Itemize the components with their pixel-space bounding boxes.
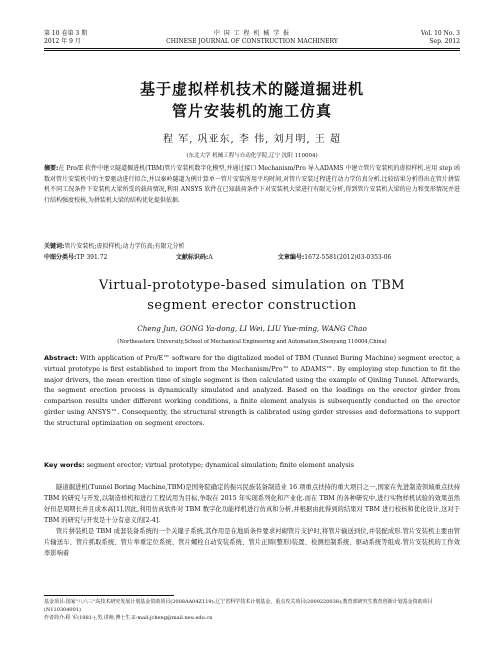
abstract-en-text: With application of Pro/E™ software for the digitalized model of TBM (Tunnel Buring Machine) segment erector, a virtual prototype is first established to import from the Mechanism/Pro™ to ADAMS™. By employing step function to fit the major drivers, the mean erection time of single segment is then calculated using the example of Qinling Tunnel. Afterwards, the segment erection process is dynamically simulated and analyzed. Based on the loadings on the erector girder from comparison results under different working conditions, a finite element analysis is subsequently conducted on the erector girder using ANSYS™. Consequently, the structural strength is calibrated using girder stresses and deformations to support the structural optimization on segment erectors. (44, 354, 460, 427)
affiliation-en: (Northeastern University,School of Mechanical Engineering and Automation,Shenyang 110004,China) (117, 339, 387, 345)
body-paragraph-2: 管片拼装机是 TBM 成套装备系统的一个关键子系统,其作用是在地质条件要求衬砌管片支护时,将管片输送到位,并装配成形.管片安装机主要由管片输送车、管片抓取系统、管片举重定位系统、管片螺栓自动安装系统、管片正圆(整形)装置、检测控制系统、驱动系统等组成.管片安装机的工作效率影响着 (44, 528, 460, 557)
abstract-zh-label: 摘要: (44, 165, 59, 172)
journal-name-zh: 中 国 工 程 机 械 学 报 (213, 30, 291, 37)
title-en-line2: segment erector construction (147, 298, 357, 313)
keywords-zh-text: 管片安装机;虚拟样机;动力学仿真;有限元分析 (64, 243, 185, 250)
abstract-en (44, 353, 460, 429)
keywords-zh-label: 关键词: (44, 243, 65, 250)
header-rule-bottom (44, 50, 460, 51)
keywords-en (44, 460, 460, 470)
affiliation-zh: (东北大学 机械工程与自动化学院,辽宁 沈阳 110004) (186, 153, 318, 159)
footnote-fund: 基金项目:国家"八六三"高技术研究发展计划基金资助项目(2008AA04Z119);辽宁省科学技术计划基金、重点攻关项目(2009220038);教育部研究生教育创新计划基金资助项目(N110304001) (44, 599, 433, 613)
title-zh-line1: 基于虚拟样机技术的隧道掘进机 (139, 80, 364, 98)
keywords-en-text: segment erector; virtual prototype; dynamical simulation; finite element analysis (86, 461, 354, 469)
authors-zh: 程 军, 巩亚东, 李 伟, 刘月明, 王 超 (163, 134, 341, 145)
volume-en: Vol. 10 No. 3 (420, 30, 460, 37)
classification-zh (44, 253, 460, 263)
authors-en: Cheng Jun, GONG Ya-dong, LI Wei, LIU Yue-ming, WANG Chao (137, 324, 367, 333)
footnote-rule (44, 595, 174, 596)
abstract-en-label: Abstract: (44, 354, 78, 362)
title-en-line1: Virtual-prototype-based simulation on TBM (98, 278, 406, 293)
header-right (421, 30, 460, 46)
volume-zh: 第 10 卷第 3 期 (44, 30, 88, 37)
doc-code-value: A (208, 254, 213, 261)
footnote-author: 作者简介:程 军(1981-),男,讲师,博士生.E-mail:jcheng@mail.neu.edu.cn (44, 615, 213, 621)
abstract-zh (44, 164, 460, 206)
keywords-en-label: Key words: (44, 461, 85, 469)
doc-code-label: 文献标识码: (175, 254, 209, 261)
date-zh: 2012 年 9 月 (44, 38, 81, 45)
title-zh-line2: 管片安装机的施工仿真 (171, 102, 332, 120)
date-en: Sep. 2012 (429, 38, 460, 45)
keywords-zh (44, 242, 460, 252)
clc-value: TP 391.72 (76, 254, 108, 261)
body-text (44, 482, 460, 559)
header-rule-top (44, 48, 460, 49)
article-id-label: 文章编号: (277, 254, 305, 261)
article-id-value: 1672-5581(2012)03-0353-06 (304, 254, 392, 261)
abstract-zh-text: 在 Pro/E 软件中建立隧道掘进机(TBM)管片安装机数字化模型,并通过接口 Mechanism/Pro 导入ADAMS 中建立管片安装机的虚拟样机.应用 step 函数对管片安装机中的主要驱动进行拟合,并以秦岭隧道为例计算单一管片安装所用平均时间,对管片安装过程进行动力学仿真分析.比较结果分析得出在管片拼装机不同工况条件下安装机大梁所受的载荷情况,利用 ANSYS 软件在已知载荷条件下对安装机大梁进行有限元分析,得到管片安装机大梁的应力和变形情况并进行结构强度校核,为拼装机大梁的结构优化提供依据. (44, 165, 460, 204)
body-paragraph-1: 隧道掘进机(Tunnel Boring Machine,TBM)是国务院确定的振兴民族装备制造业 16 项重点扶持的重大项目之一,国家在先进制造领域重点扶持 TBM 的研究与开发,以制造样机和进行工程试用为目标,争取在 2015 年实现系列化和产业化.而在 TBM 的各种研究中,进行实物样机试验的效果虽然好但是周期长并且成本高[1],因此,利用仿真软件对 TBM 数字化功能样机进行仿真和分析,并根据由此得到的结果对 TBM 进行校核和优化设计,这对于 TBM 的研究与开发是十分有意义的[2-4]. (44, 484, 460, 524)
footnote (44, 598, 460, 622)
clc-label: 中图分类号: (44, 254, 77, 261)
journal-name-en: CHINESE JOURNAL OF CONSTRUCTION MACHINERY (166, 38, 338, 45)
